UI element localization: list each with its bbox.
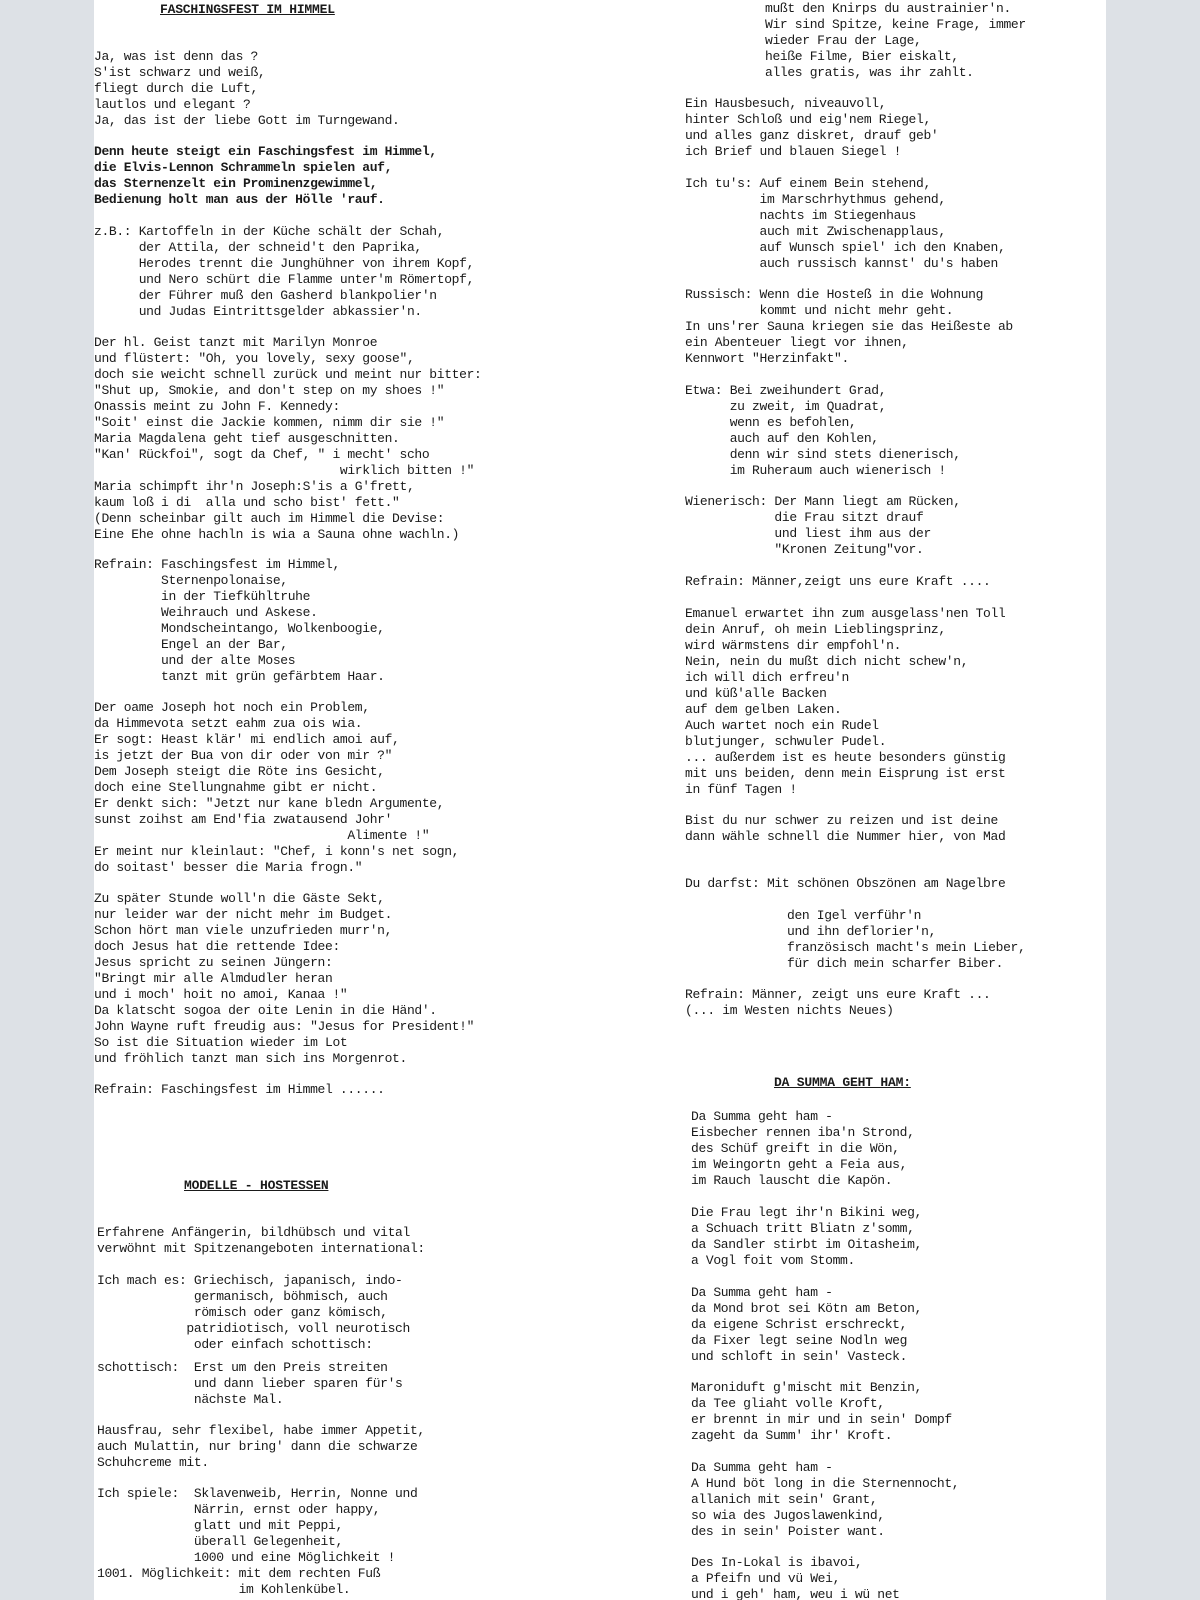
text-line: auf Wunsch spiel' ich den Knaben,: [685, 240, 1006, 255]
text-line: in fünf Tagen !: [685, 782, 797, 797]
text-line: do soitast' besser die Maria frogn.": [94, 860, 363, 875]
text-paragraph: [691, 1109, 915, 1189]
text-line: Bedienung holt man aus der Hölle 'rauf.: [94, 192, 385, 207]
text-line: S'ist schwarz und weiß,: [94, 65, 266, 80]
text-line: überall Gelegenheit,: [97, 1534, 343, 1549]
text-line: zageht da Summ' ihr' Kroft.: [691, 1428, 893, 1443]
text-line: des in sein' Poister want.: [691, 1524, 885, 1539]
text-line: da Fixer legt seine Nodln weg: [691, 1333, 908, 1348]
text-line: nächste Mal.: [97, 1392, 284, 1407]
text-line: und fröhlich tanzt man sich ins Morgenrot.: [94, 1051, 407, 1066]
text-line: Närrin, ernst oder happy,: [97, 1502, 381, 1517]
text-paragraph: [94, 224, 474, 320]
text-line: des Schüf greift in die Wön,: [691, 1141, 900, 1156]
text-line: Auch wartet noch ein Rudel: [685, 718, 879, 733]
text-line: is jetzt der Bua von dir oder von mir ?": [94, 748, 393, 763]
text-paragraph: [97, 1360, 403, 1408]
text-line: Hausfrau, sehr flexibel, habe immer Appetit,: [97, 1423, 425, 1438]
text-line: So ist die Situation wieder im Lot: [94, 1035, 348, 1050]
text-line: wirklich bitten !": [94, 463, 475, 478]
text-line: Engel an der Bar,: [94, 637, 288, 652]
text-line: die Frau sitzt drauf: [685, 510, 924, 525]
text-line: Onassis meint zu John F. Kennedy:: [94, 399, 340, 414]
text-line: blutjunger, schwuler Pudel.: [685, 734, 887, 749]
text-line: nachts im Stiegenhaus: [685, 208, 916, 223]
text-line: mußt den Knirps du austrainier'n.: [765, 1, 1011, 16]
text-line: Wir sind Spitze, keine Frage, immer: [765, 17, 1026, 32]
text-line: und ihn deflorier'n,: [787, 924, 937, 939]
text-line: nur leider war der nicht mehr im Budget.: [94, 907, 393, 922]
text-line: Eine Ehe ohne hachln is wia a Sauna ohne wachln.): [94, 527, 460, 542]
text-line: Maroniduft g'mischt mit Benzin,: [691, 1380, 922, 1395]
text-line: Maria Magdalena geht tief ausgeschnitten.: [94, 431, 400, 446]
text-line: 1000 und eine Möglichkeit !: [97, 1550, 396, 1565]
text-line: Du darfst: Mit schönen Obszönen am Nagelbre: [685, 876, 1006, 891]
text-line: Mondscheintango, Wolkenboogie,: [94, 621, 385, 636]
text-line: ein Abenteuer liegt vor ihnen,: [685, 335, 909, 350]
text-line: a Vogl foit vom Stomm.: [691, 1253, 855, 1268]
text-line: Ja, das ist der liebe Gott im Turngewand.: [94, 113, 400, 128]
text-line: Die Frau legt ihr'n Bikini weg,: [691, 1205, 922, 1220]
text-line: der Führer muß den Gasherd blankpolier'n: [94, 288, 437, 303]
text-paragraph: [685, 606, 1005, 798]
text-line: verwöhnt mit Spitzenangeboten international:: [97, 1241, 425, 1256]
text-line: das Sternenzelt ein Prominenzgewimmel,: [94, 176, 378, 191]
text-paragraph: [765, 1, 1026, 81]
text-line: Da Summa geht ham -: [691, 1460, 833, 1475]
text-line: da eigene Schrist erschreckt,: [691, 1317, 908, 1332]
text-paragraph: [685, 176, 1005, 272]
text-line: "Soit' einst die Jackie kommen, nimm dir sie !": [94, 415, 445, 430]
text-line: Sternenpolonaise,: [94, 573, 288, 588]
text-line: ich Brief und blauen Siegel !: [685, 144, 902, 159]
text-paragraph: [94, 1082, 385, 1098]
text-paragraph: [685, 813, 1005, 845]
text-line: auch russisch kannst' du's haben: [685, 256, 998, 271]
section-heading: DA SUMMA GEHT HAM:: [774, 1075, 911, 1090]
text-line: zu zweit, im Quadrat,: [685, 399, 887, 414]
text-line: der Attila, der schneid't den Paprika,: [94, 240, 422, 255]
text-line: "Shut up, Smokie, and don't step on my shoes !": [94, 383, 445, 398]
text-paragraph: [94, 557, 385, 685]
text-line: hinter Schloß und eig'nem Riegel,: [685, 112, 931, 127]
text-line: Refrain: Männer,zeigt uns eure Kraft ....: [685, 574, 991, 589]
text-line: ich will dich erfreu'n: [685, 670, 849, 685]
text-paragraph: [691, 1460, 959, 1540]
text-line: wird wärmstens dir empfohl'n.: [685, 638, 902, 653]
text-line: und flüstert: "Oh, you lovely, sexy goose",: [94, 351, 415, 366]
text-line: im Ruheraum auch wienerisch !: [685, 463, 946, 478]
text-line: lautlos und elegant ?: [94, 97, 251, 112]
text-paragraph: [94, 700, 459, 876]
text-line: fliegt durch die Luft,: [94, 81, 258, 96]
text-line: und Judas Eintrittsgelder abkassier'n.: [94, 304, 422, 319]
text-line: und i moch' hoit no amoi, Kanaa !": [94, 987, 348, 1002]
text-line: in der Tiefkühltruhe: [94, 589, 311, 604]
text-line: Refrain: Männer, zeigt uns eure Kraft ...: [685, 987, 991, 1002]
text-line: Da Summa geht ham -: [691, 1285, 833, 1300]
text-paragraph: [685, 96, 938, 160]
text-line: Emanuel erwartet ihn zum ausgelass'nen Toll: [685, 606, 1006, 621]
text-paragraph: [97, 1486, 417, 1598]
text-line: die Elvis-Lennon Schrammeln spielen auf,: [94, 160, 393, 175]
text-paragraph: [685, 987, 991, 1019]
text-line: Alimente !": [94, 828, 430, 843]
text-paragraph: [685, 876, 1005, 892]
text-line: auf dem gelben Laken.: [685, 702, 842, 717]
text-line: Dem Joseph steigt die Röte ins Gesicht,: [94, 764, 385, 779]
text-line: a Pfeifn und vü Wei,: [691, 1571, 841, 1586]
text-line: patridiotisch, voll neurotisch: [97, 1321, 410, 1336]
text-line: und i geh' ham, weu i wü net: [691, 1587, 900, 1600]
text-paragraph: [691, 1380, 952, 1444]
text-line: Schuhcreme mit.: [97, 1455, 209, 1470]
text-paragraph: [691, 1555, 900, 1600]
text-paragraph: [685, 494, 961, 558]
text-line: a Schuach tritt Bliatn z'somm,: [691, 1221, 915, 1236]
text-line: im Kohlenkübel.: [97, 1582, 351, 1597]
text-line: im Rauch lauscht die Kapön.: [691, 1173, 893, 1188]
text-line: Ein Hausbesuch, niveauvoll,: [685, 96, 887, 111]
text-line: Da klatscht sogoa der oite Lenin in die Händ'.: [94, 1003, 437, 1018]
section-heading: FASCHINGSFEST IM HIMMEL: [160, 2, 335, 17]
text-line: er brennt in mir und in sein' Dompf: [691, 1412, 952, 1427]
text-line: Der oame Joseph hot noch ein Problem,: [94, 700, 370, 715]
text-paragraph: [94, 891, 474, 1067]
text-line: mit uns beiden, denn mein Eisprung ist erst: [685, 766, 1006, 781]
text-paragraph: [97, 1273, 410, 1353]
text-line: doch eine Stellungnahme gibt er nicht.: [94, 780, 378, 795]
text-line: Maria schimpft ihr'n Joseph:S'is a G'frett,: [94, 479, 415, 494]
text-line: Ich spiele: Sklavenweib, Herrin, Nonne und: [97, 1486, 418, 1501]
text-paragraph: [94, 335, 481, 543]
text-line: für dich mein scharfer Biber.: [787, 956, 1004, 971]
text-line: Da Summa geht ham -: [691, 1109, 833, 1124]
text-line: Ja, was ist denn das ?: [94, 49, 258, 64]
text-line: Nein, nein du mußt dich nicht schew'n,: [685, 654, 969, 669]
text-line: im Marschrhythmus gehend,: [685, 192, 946, 207]
text-line: In uns'rer Sauna kriegen sie das Heißeste ab: [685, 319, 1013, 334]
text-line: Wienerisch: Der Mann liegt am Rücken,: [685, 494, 961, 509]
text-line: Refrain: Faschingsfest im Himmel ......: [94, 1082, 385, 1097]
text-line: und Nero schürt die Flamme unter'm Römertopf,: [94, 272, 475, 287]
text-paragraph: [685, 574, 991, 590]
text-paragraph: [94, 49, 400, 129]
text-line: und schloft in sein' Vasteck.: [691, 1349, 908, 1364]
text-line: (Denn scheinbar gilt auch im Himmel die Devise:: [94, 511, 445, 526]
text-line: ... außerdem ist es heute besonders günstig: [685, 750, 1006, 765]
text-line: den Igel verführ'n: [787, 908, 922, 923]
text-line: "Bringt mir alle Almdudler heran: [94, 971, 333, 986]
text-line: und alles ganz diskret, drauf geb': [685, 128, 939, 143]
text-line: doch Jesus hat die rettende Idee:: [94, 939, 340, 954]
text-line: wenn es befohlen,: [685, 415, 857, 430]
text-line: Ich tu's: Auf einem Bein stehend,: [685, 176, 931, 191]
text-line: auch Mulattin, nur bring' dann die schwarze: [97, 1439, 418, 1454]
text-line: Eisbecher rennen iba'n Strond,: [691, 1125, 915, 1140]
text-line: John Wayne ruft freudig aus: "Jesus for President!": [94, 1019, 475, 1034]
text-line: da Himmevota setzt eahm zua ois wia.: [94, 716, 363, 731]
text-line: Kennwort "Herzinfakt".: [685, 351, 849, 366]
text-paragraph: [787, 908, 1025, 972]
text-line: z.B.: Kartoffeln in der Küche schält der Schah,: [94, 224, 445, 239]
text-line: Schon hört man viele unzufrieden murr'n,: [94, 923, 393, 938]
text-line: und dann lieber sparen für's: [97, 1376, 403, 1391]
text-line: wieder Frau der Lage,: [765, 33, 922, 48]
section-heading: MODELLE - HOSTESSEN: [184, 1178, 329, 1193]
text-line: Erfahrene Anfängerin, bildhübsch und vital: [97, 1225, 410, 1240]
text-line: Des In-Lokal is ibavoi,: [691, 1555, 863, 1570]
text-line: Bist du nur schwer zu reizen und ist deine: [685, 813, 998, 828]
text-line: alles gratis, was ihr zahlt.: [765, 65, 974, 80]
text-line: französisch macht's mein Lieber,: [787, 940, 1026, 955]
text-line: "Kan' Rückfoi", sogt da Chef, " i mecht' scho: [94, 447, 430, 462]
text-line: dein Anruf, oh mein Lieblingsprinz,: [685, 622, 946, 637]
text-line: im Weingortn geht a Feia aus,: [691, 1157, 908, 1172]
text-line: denn wir sind stets dienerisch,: [685, 447, 961, 462]
text-line: kommt und nicht mehr geht.: [685, 303, 954, 318]
text-line: tanzt mit grün gefärbtem Haar.: [94, 669, 385, 684]
text-line: "Kronen Zeitung"vor.: [685, 542, 924, 557]
text-line: (... im Westen nichts Neues): [685, 1003, 894, 1018]
text-line: kaum loß i di alla und scho bist' fett.": [94, 495, 400, 510]
text-line: da Tee gliaht volle Kroft,: [691, 1396, 885, 1411]
text-line: Jesus spricht zu seinen Jüngern:: [94, 955, 333, 970]
text-line: Er denkt sich: "Jetzt nur kane bledn Argumente,: [94, 796, 445, 811]
text-line: sunst zoihst am End'fia zwatausend Johr': [94, 812, 393, 827]
text-line: auch auf den Kohlen,: [685, 431, 879, 446]
text-paragraph: [97, 1225, 425, 1257]
text-line: oder einfach schottisch:: [97, 1337, 373, 1352]
text-line: heiße Filme, Bier eiskalt,: [765, 49, 959, 64]
text-line: Weihrauch und Askese.: [94, 605, 318, 620]
text-line: allanich mit sein' Grant,: [691, 1492, 878, 1507]
text-line: Refrain: Faschingsfest im Himmel,: [94, 557, 340, 572]
text-paragraph: [94, 144, 437, 208]
text-line: so wia des Jugoslawenkind,: [691, 1508, 885, 1523]
text-line: schottisch: Erst um den Preis streiten: [97, 1360, 388, 1375]
text-line: und liest ihm aus der: [685, 526, 931, 541]
text-line: germanisch, böhmisch, auch: [97, 1289, 388, 1304]
text-paragraph: [97, 1423, 425, 1471]
text-line: Russisch: Wenn die Hosteß in die Wohnung: [685, 287, 984, 302]
text-line: Er meint nur kleinlaut: "Chef, i konn's net sogn,: [94, 844, 460, 859]
text-line: Denn heute steigt ein Faschingsfest im Himmel,: [94, 144, 437, 159]
text-line: und küß'alle Backen: [685, 686, 827, 701]
text-paragraph: [691, 1205, 922, 1269]
text-line: römisch oder ganz kömisch,: [97, 1305, 388, 1320]
text-line: doch sie weicht schnell zurück und meint nur bitter:: [94, 367, 482, 382]
text-line: glatt und mit Peppi,: [97, 1518, 343, 1533]
text-line: Herodes trennt die Junghühner von ihrem Kopf,: [94, 256, 475, 271]
text-line: A Hund böt long in die Sternennocht,: [691, 1476, 960, 1491]
text-line: da Mond brot sei Kötn am Beton,: [691, 1301, 922, 1316]
text-paragraph: [685, 383, 961, 479]
text-line: Der hl. Geist tanzt mit Marilyn Monroe: [94, 335, 378, 350]
text-line: auch mit Zwischenapplaus,: [685, 224, 946, 239]
text-line: Er sogt: Heast klär' mi endlich amoi auf,: [94, 732, 400, 747]
text-line: da Sandler stirbt im Oitasheim,: [691, 1237, 922, 1252]
text-line: Etwa: Bei zweihundert Grad,: [685, 383, 887, 398]
text-line: Zu später Stunde woll'n die Gäste Sekt,: [94, 891, 385, 906]
text-line: Ich mach es: Griechisch, japanisch, indo-: [97, 1273, 403, 1288]
text-line: und der alte Moses: [94, 653, 296, 668]
document-page: [94, 0, 1106, 1600]
text-line: dann wähle schnell die Nummer hier, von Mad: [685, 829, 1006, 844]
text-paragraph: [691, 1285, 922, 1365]
text-line: 1001. Möglichkeit: mit dem rechten Fuß: [97, 1566, 381, 1581]
text-paragraph: [685, 287, 1013, 367]
